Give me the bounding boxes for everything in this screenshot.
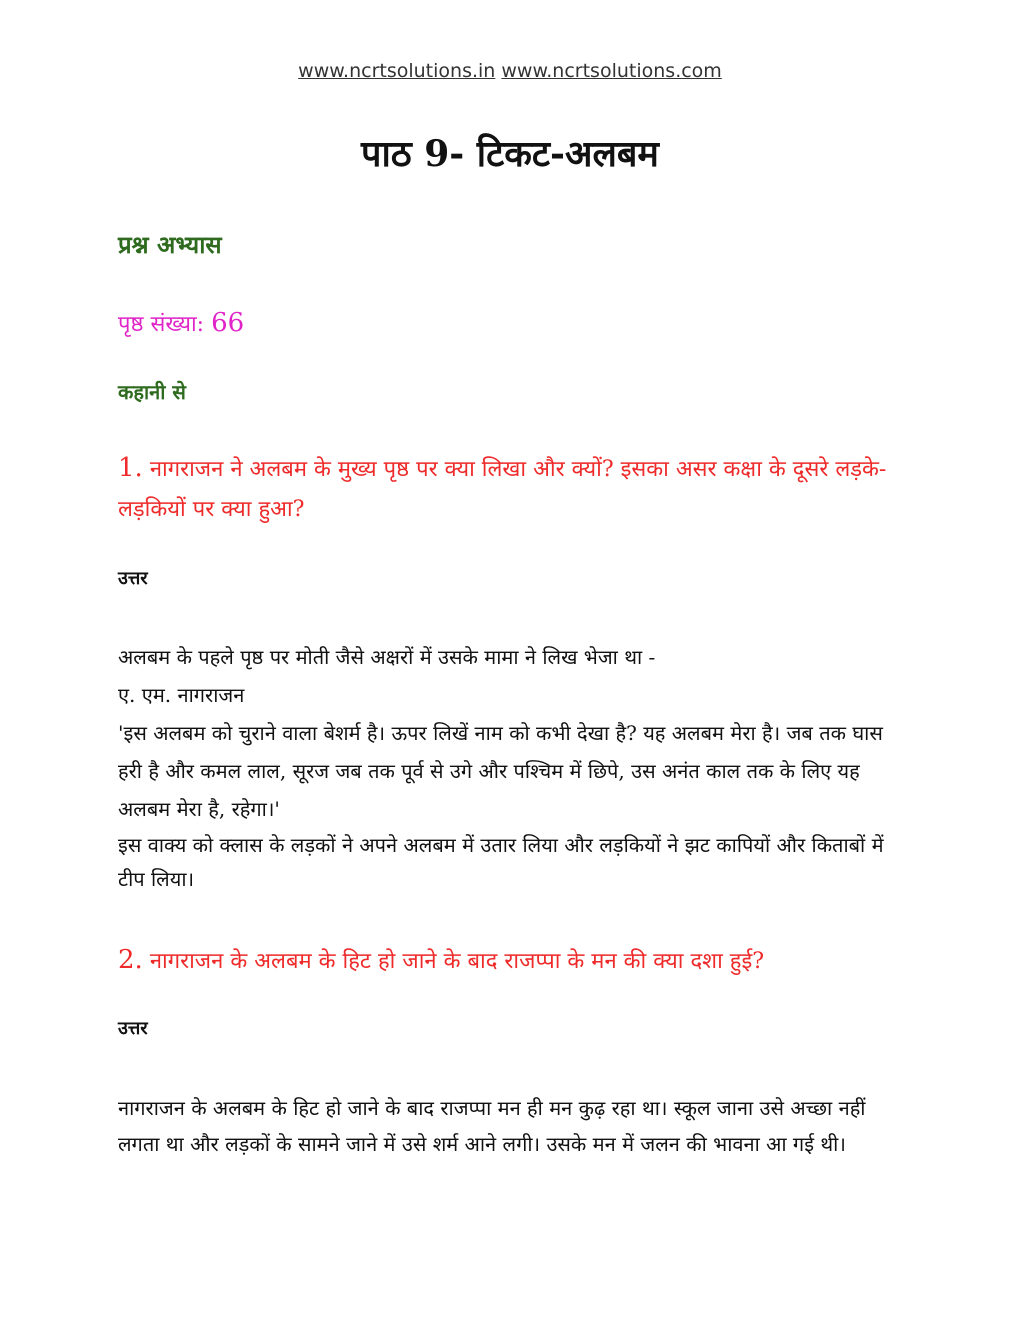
site-header	[0, 60, 1020, 82]
question-1	[118, 448, 918, 530]
section-heading: प्रश्न अभ्यास	[118, 230, 222, 259]
question-2	[118, 940, 918, 982]
question-text: नागराजन ने अलबम के मुख्य पृष्ठ पर क्या लिखा और क्यों? इसका असर कक्षा के दूसरे लड़के-लड़कियों पर क्या हुआ?	[118, 457, 887, 522]
answer-line: अलबम के पहले पृष्ठ पर मोती जैसे अक्षरों में उसके मामा ने लिख भेजा था -	[118, 645, 656, 669]
answer-2	[118, 1090, 908, 1162]
site-link-com[interactable]: www.ncrtsolutions.com	[501, 60, 722, 82]
site-link-in[interactable]: www.ncrtsolutions.in	[298, 60, 496, 82]
answer-label: उत्तर	[118, 1018, 148, 1039]
page-number-label: पृष्ठ संख्या:	[118, 312, 205, 337]
answer-line: ए. एम. नागराजन	[118, 683, 245, 707]
answer-text: नागराजन के अलबम के हिट हो जाने के बाद राजप्पा मन ही मन कुढ़ रहा था। स्कूल जाना उसे अच्छा नहीं लगता था और लड़कों के सामने जाने में उसे शर्म आने लगी। उसके मन में जलन की भावना आ गई थी।	[118, 1096, 866, 1156]
answer-1	[118, 638, 908, 896]
question-text: नागराजन के अलबम के हिट हो जाने के बाद राजप्पा के मन की क्या दशा हुई?	[149, 949, 765, 974]
page-title: पाठ 9- टिकट-अलबम	[361, 133, 659, 175]
answer-quote: 'इस अलबम को चुराने वाला बेशर्म है। ऊपर लिखें नाम को कभी देखा है? यह अलबम मेरा है। जब तक घास हरी है और कमल लाल, सूरज जब तक पूर्व से उगे और पश्चिम में छिपे, उस अनंत काल तक के लिए यह अलबम मेरा है, रहेगा।'	[118, 721, 883, 821]
question-number: 1.	[118, 453, 143, 483]
page-number-value: 66	[211, 308, 245, 338]
subsection-heading: कहानी से	[118, 380, 186, 404]
answer-line: इस वाक्य को क्लास के लड़कों ने अपने अलबम में उतार लिया और लड़कियों ने झट कापियों और किताबों में टीप लिया।	[118, 833, 884, 891]
answer-label: उत्तर	[118, 568, 148, 589]
page-number	[118, 308, 244, 338]
question-number: 2.	[118, 945, 143, 975]
